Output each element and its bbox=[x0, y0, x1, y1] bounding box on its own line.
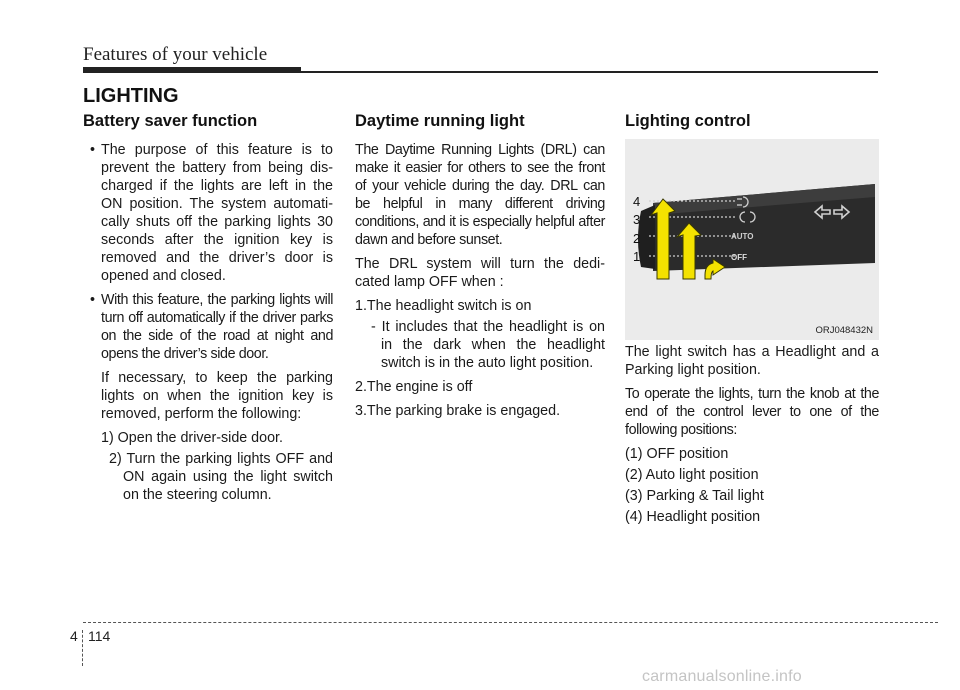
light-switch-illustration bbox=[625, 139, 879, 340]
page-header-title: Features of your vehicle bbox=[83, 44, 268, 65]
switch-off-label: OFF bbox=[731, 253, 747, 262]
position-item: (1) OFF position bbox=[625, 446, 729, 462]
battery-saver-step-1: 1) Open the driver-side door. bbox=[101, 430, 283, 446]
section-title: LIGHTING bbox=[83, 85, 179, 107]
drl-column bbox=[355, 112, 605, 426]
figure-label-1: 1 bbox=[633, 249, 641, 264]
header-rule bbox=[83, 71, 878, 73]
battery-saver-bullet-2: • With this feature, the parking lights will turn off automatically if the driver parks on the side of the road at night and opens the driver’s side door. bbox=[83, 291, 333, 363]
position-item: (4) Headlight position bbox=[625, 509, 761, 525]
battery-saver-column bbox=[83, 112, 333, 510]
drl-paragraph-2: The DRL system will turn the dedi-cated lamp OFF when : bbox=[355, 256, 605, 290]
footer-page-number: 114 bbox=[88, 628, 111, 644]
lighting-control-paragraph-2: To operate the lights, turn the knob at the end of the control lever to one of the following positions: bbox=[625, 386, 879, 438]
drl-item-1: 1.The headlight switch is on bbox=[355, 298, 532, 314]
drl-heading: Daytime running light bbox=[355, 112, 525, 130]
drl-item-1-detail: - It includes that the headlight is on in the dark when the headlight switch is in the auto light position. bbox=[371, 319, 605, 371]
light-switch-figure bbox=[625, 139, 879, 340]
lighting-control-text bbox=[625, 343, 879, 529]
battery-saver-instructions: If necessary, to keep the parking lights on when the ignition key is removed, perform the following: bbox=[101, 370, 333, 422]
drl-item-2: 2.The engine is off bbox=[355, 379, 473, 395]
lighting-control-paragraph-1: The light switch has a Headlight and a Parking light position. bbox=[625, 344, 879, 378]
figure-code: ORJ048432N bbox=[815, 325, 873, 336]
figure-label-2: 2 bbox=[633, 231, 641, 246]
footer-rule bbox=[83, 622, 938, 623]
footer-vertical-rule bbox=[82, 630, 83, 666]
footer-chapter-number: 4 bbox=[70, 628, 78, 644]
position-item: (3) Parking & Tail light bbox=[625, 488, 764, 504]
lighting-control-heading: Lighting control bbox=[625, 112, 751, 130]
figure-label-3: 3 bbox=[633, 212, 641, 227]
battery-saver-heading: Battery saver function bbox=[83, 112, 258, 130]
drl-item-3: 3.The parking brake is engaged. bbox=[355, 403, 561, 419]
watermark: carmanualsonline.info bbox=[642, 668, 802, 685]
switch-auto-label: AUTO bbox=[731, 232, 754, 241]
drl-paragraph-1: The Daytime Running Lights (DRL) can make it easier for others to see the front of your vehicle during the day. DRL can be helpful in many different driving conditions, and it is especially helpful after dawn and before sunset. bbox=[355, 142, 605, 248]
battery-saver-bullet-1: • The purpose of this feature is to prevent the battery from being dis-charged if the lights are left in the ON position. The system automati-cally shuts off the parking lights 30 seconds after the ignition key is removed and the driver’s door is opened and closed. bbox=[83, 141, 333, 285]
figure-label-4: 4 bbox=[633, 194, 641, 209]
position-item: (2) Auto light position bbox=[625, 467, 759, 483]
battery-saver-step-2: 2) Turn the parking lights OFF and ON again using the light switch on the steering column. bbox=[109, 451, 333, 503]
lighting-control-column bbox=[625, 112, 879, 141]
